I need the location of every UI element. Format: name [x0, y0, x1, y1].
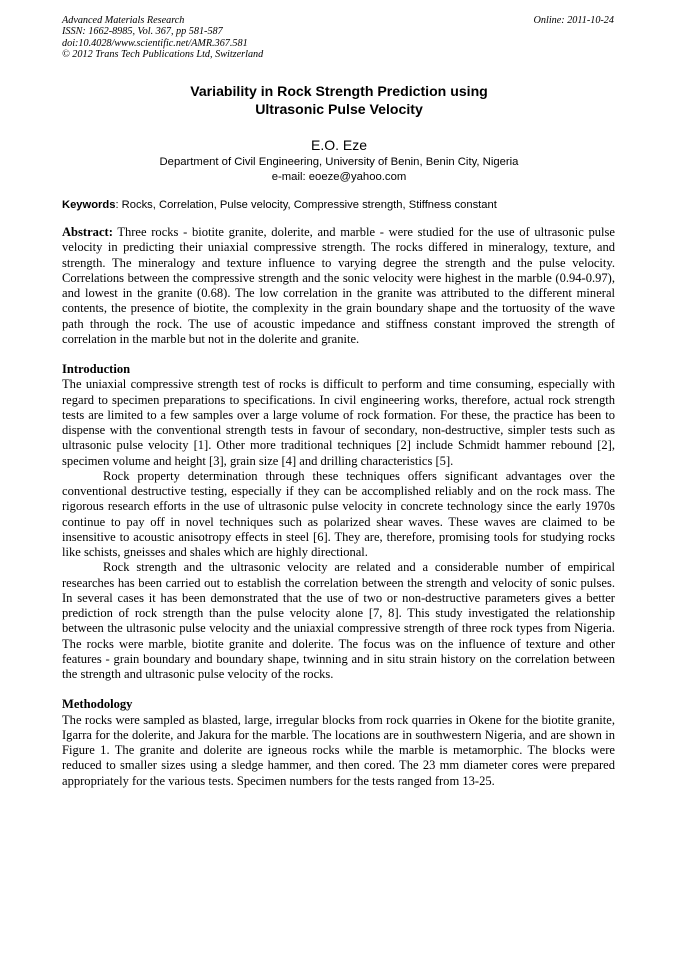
keywords-label: Keywords	[62, 199, 116, 211]
author-affiliation-block	[0, 155, 678, 184]
affiliation: Department of Civil Engineering, University of Benin, Benin City, Nigeria	[159, 156, 519, 168]
methodology-heading: Methodology	[62, 697, 133, 712]
introduction-paragraph-2: Rock property determination through these techniques offers significant advantages over the conventional destructive testing, especially if they can be accomplished reliably and on the rock mass. The rigorous research efforts in the use of ultrasonic pulse velocity in concrete technology since the early 1970s continue to pay off in novel techniques such as polarized shear waves. These waves are claimed to be insensitive to acoustic anisotropy effects in steel [6]. They are, therefore, promising tools for studying rocks like schists, gneisses and shales which are highly directional.	[62, 468, 615, 559]
keywords	[62, 198, 616, 212]
keywords-text: : Rocks, Correlation, Pulse velocity, Compressive strength, Stiffness constant	[115, 199, 497, 211]
introduction-paragraph-1: The uniaxial compressive strength test of rocks is difficult to perform and time consuming, especially with regard to specimen preparations to specifications. In civil engineering works, therefore, actual rock strength tests are limited to a few samples over a large volume of rock formation. For these, the practice has been to dispense with the conventional strength tests in favour of secondary, non-destructive, simpler tests such as ultrasonic pulse velocity [1]. Other more traditional techniques [2] include Schmidt hammer rebound [2], specimen volume and height [3], grain size [4] and drilling characteristics [5].	[62, 377, 615, 468]
issn-line: ISSN: 1662-8985, Vol. 367, pp 581-587	[62, 26, 223, 38]
running-header	[62, 15, 614, 61]
abstract-label: Abstract:	[62, 225, 113, 239]
copyright-line: © 2012 Trans Tech Publications Ltd, Switzerland	[62, 49, 264, 61]
author-name: E.O. Eze	[310, 137, 368, 153]
abstract	[62, 225, 615, 347]
email: e-mail: eoeze@yahoo.com	[271, 170, 407, 183]
introduction-heading: Introduction	[62, 362, 131, 376]
methodology-paragraph-1: The rocks were sampled as blasted, large, irregular blocks from rock quarries in Okene for the biotite granite, Igarra for the dolerite, and Jakura for the marble. The locations are in southwestern Nigeria, and are shown in Figure 1. The granite and dolerite are igneous rocks while the marble is metamorphic. The blocks were reduced to smaller sizes using a sledge hammer, and then cored. The 23 mm diameter cores were prepared appropriately for the various tests. Specimen numbers for the tests ranged from 13-25.	[62, 712, 615, 788]
online-date: Online: 2011-10-24	[533, 15, 614, 26]
title-line-1: Variability in Rock Strength Prediction using	[190, 83, 488, 99]
introduction-paragraph-3: Rock strength and the ultrasonic velocity are related and a considerable number of empirical researches has been carried out to establish the correlation between the strength and velocity of sonic pulses. In several cases it has been demonstrated that the use of two or non-destructive parameters gives a better prediction of rock strength than the pulse velocity alone [7, 8]. This study investigated the relationship between the ultrasonic pulse velocity and the uniaxial compressive strength of three rock types from Nigeria. The rocks were marble, biotite granite and dolerite. The focus was on the influence of texture and other features - grain boundary and boundary shape, twinning and in situ strain history on the correlation between the strength and ultrasonic pulse velocity of the rocks.	[62, 560, 615, 681]
journal-name: Advanced Materials Research	[62, 15, 185, 26]
title-line-2: Ultrasonic Pulse Velocity	[255, 100, 423, 117]
abstract-text: Three rocks - biotite granite, dolerite, and marble - were studied for the use of ultrasonic pulse velocity in predicting their uniaxial compressive strength. The rocks differed in mineralogy, texture, and strength. The mineralogy and texture influence to varying degree the strength and the pulse velocity. Correlations between the compressive strength and the sonic velocity were highest in the marble (0.94-0.97), and lowest in the granite (0.68). The low correlation in the granite was attributed to the different mineral contents, the presence of biotite, the complexity in the grain boundary shape and the tortuosity of the wave path through the rock. The use of acoustic impedance and stiffness constant improved the strength of correlation in the marble but not in the dolerite and granite.	[62, 225, 615, 346]
doi-line: doi:10.4028/www.scientific.net/AMR.367.581	[62, 37, 248, 49]
paper-title	[0, 83, 678, 118]
paper-body	[62, 225, 615, 789]
